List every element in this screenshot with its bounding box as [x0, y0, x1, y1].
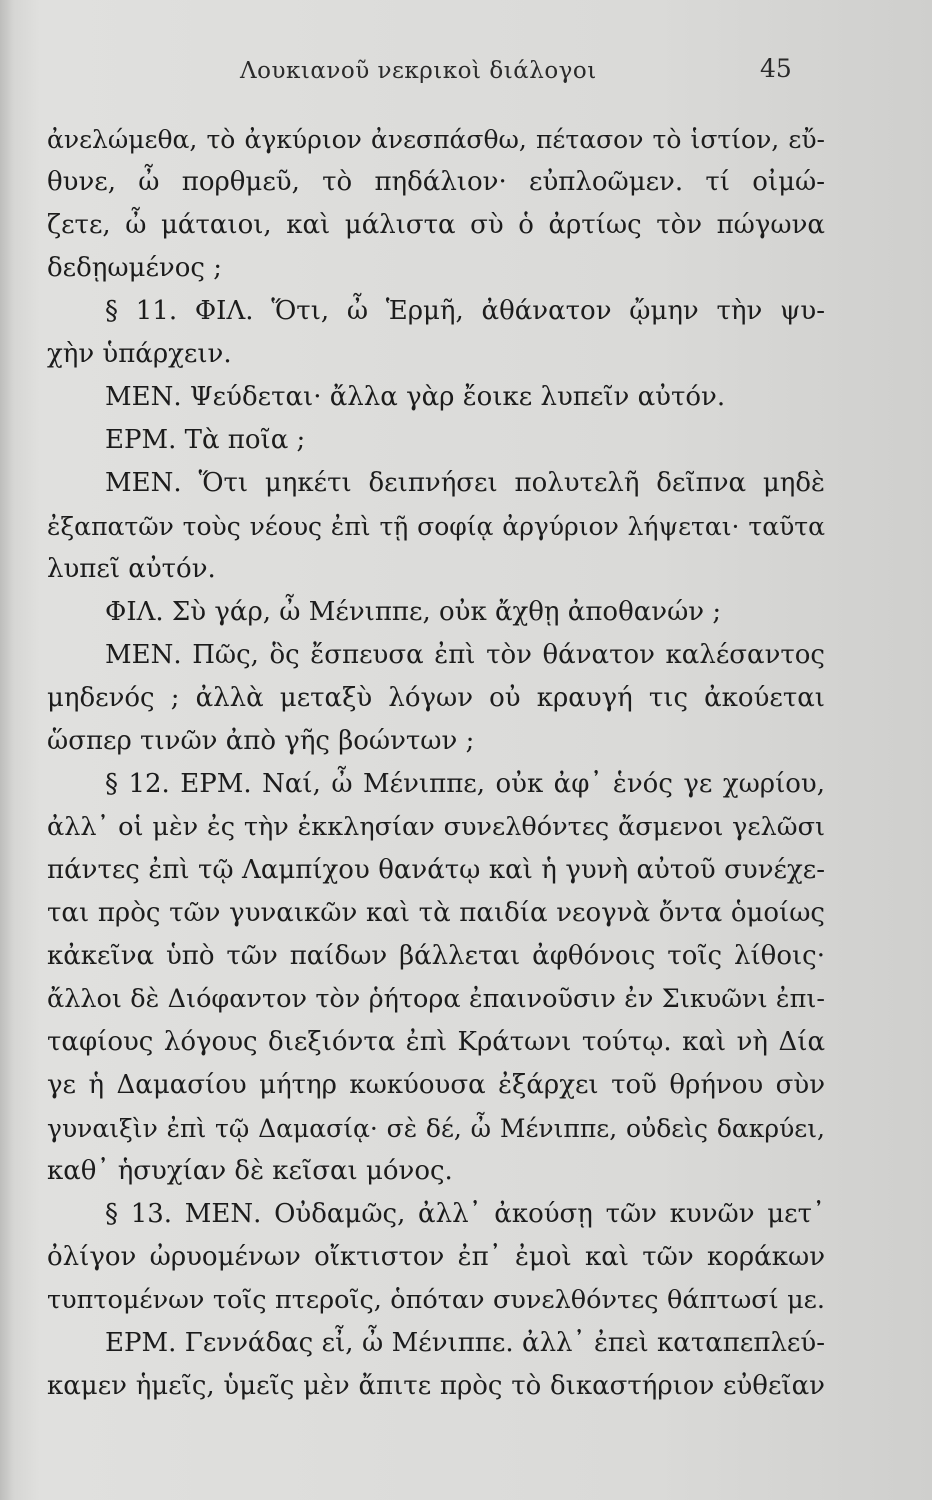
text-line: § 11. ΦΙΛ. Ὅτι, ὦ Ἑρμῆ, ἀθάνατον ᾤμην τὴν ψυ-	[105, 296, 825, 326]
text-line: ἐξαπατῶν τοὺς νέους ἐπὶ τῇ σοφίᾳ ἀργύριον λήψεται· ταῦτα	[47, 512, 825, 541]
text-line: ὥσπερ τινῶν ἀπὸ γῆς βοώντων ;	[47, 726, 475, 756]
text-line: καθ᾽ ἡσυχίαν δὲ κεῖσαι μόνος.	[47, 1156, 453, 1186]
text-line: ἀνελώμεθα, τὸ ἀγκύριον ἀνεσπάσθω, πέτασον τὸ ἱστίον, εὔ-	[47, 125, 825, 154]
text-line: § 12. ΕΡΜ. Ναί, ὦ Μένιππε, οὐκ ἀφ᾽ ἑνός γε χωρίου,	[105, 769, 825, 799]
page-header	[0, 54, 932, 98]
text-line: ἄλλοι δὲ Διόφαντον τὸν ῥήτορα ἐπαινοῦσιν ἐν Σικυῶνι ἐπι-	[47, 984, 825, 1014]
text-line: ται πρὸς τῶν γυναικῶν καὶ τὰ παιδία νεογνὰ ὄντα ὁμοίως	[47, 898, 825, 928]
text-line: ΕΡΜ. Τὰ ποῖα ;	[105, 425, 306, 455]
text-line: κἀκεῖνα ὑπὸ τῶν παίδων βάλλεται ἀφθόνοις τοῖς λίθοις·	[47, 941, 825, 971]
text-line: δεδῃωμένος ;	[47, 253, 222, 283]
running-title: Λουκιανοῦ νεκρικοὶ διάλογοι	[240, 58, 597, 84]
text-line: ΜΕΝ. Πῶς, ὃς ἔσπευσα ἐπὶ τὸν θάνατον καλέσαντος	[105, 640, 825, 670]
text-line: ζετε, ὦ μάταιοι, καὶ μάλιστα σὺ ὁ ἀρτίως τὸν πώγωνα	[47, 210, 825, 240]
text-line: ΕΡΜ. Γεννάδας εἶ, ὦ Μένιππε. ἀλλ᾽ ἐπεὶ καταπεπλεύ-	[105, 1328, 825, 1358]
text-line: ταφίους λόγους διεξιόντα ἐπὶ Κράτωνι τούτῳ. καὶ νὴ Δία	[47, 1027, 825, 1057]
text-line: γε ἡ Δαμασίου μήτηρ κωκύουσα ἐξάρχει τοῦ θρήνου σὺν	[47, 1070, 825, 1100]
text-line: μηδενός ; ἀλλὰ μεταξὺ λόγων οὐ κραυγή τις ἀκούεται	[47, 683, 825, 713]
body-text	[47, 118, 825, 1408]
text-line: ΦΙΛ. Σὺ γάρ, ὦ Μένιππε, οὐκ ἄχθῃ ἀποθανών ;	[105, 597, 722, 627]
text-line: χὴν ὑπάρχειν.	[47, 339, 232, 369]
text-line: πάντες ἐπὶ τῷ Λαμπίχου θανάτῳ καὶ ἡ γυνὴ αὐτοῦ συνέχε-	[47, 855, 825, 885]
text-line: τυπτομένων τοῖς πτεροῖς, ὁπόταν συνελθόντες θάπτωσί με.	[47, 1285, 825, 1315]
text-line: ἀλλ᾽ οἱ μὲν ἐς τὴν ἐκκλησίαν συνελθόντες ἄσμενοι γελῶσι	[47, 812, 825, 842]
text-line: καμεν ἡμεῖς, ὑμεῖς μὲν ἄπιτε πρὸς τὸ δικαστήριον εὐθεῖαν	[47, 1371, 825, 1401]
text-line: λυπεῖ αὐτόν.	[47, 554, 216, 584]
text-line: γυναιξὶν ἐπὶ τῷ Δαμασίᾳ· σὲ δέ, ὦ Μένιππε, οὐδεὶς δακρύει,	[47, 1114, 825, 1143]
text-line: θυνε, ὦ πορθμεῦ, τὸ πηδάλιον· εὐπλοῶμεν. τί οἰμώ-	[47, 167, 825, 197]
text-line: § 13. ΜΕΝ. Οὐδαμῶς, ἀλλ᾽ ἀκούσῃ τῶν κυνῶν μετ᾽	[105, 1199, 825, 1229]
text-line: ΜΕΝ. Ψεύδεται· ἄλλα γὰρ ἔοικε λυπεῖν αὐτόν.	[105, 382, 726, 412]
text-line: ὀλίγον ὠρυομένων οἴκτιστον ἐπ᾽ ἐμοὶ καὶ τῶν κοράκων	[47, 1242, 825, 1272]
text-line: ΜΕΝ. Ὅτι μηκέτι δειπνήσει πολυτελῆ δεῖπνα μηδὲ	[105, 468, 825, 498]
page-number: 45	[760, 54, 792, 83]
